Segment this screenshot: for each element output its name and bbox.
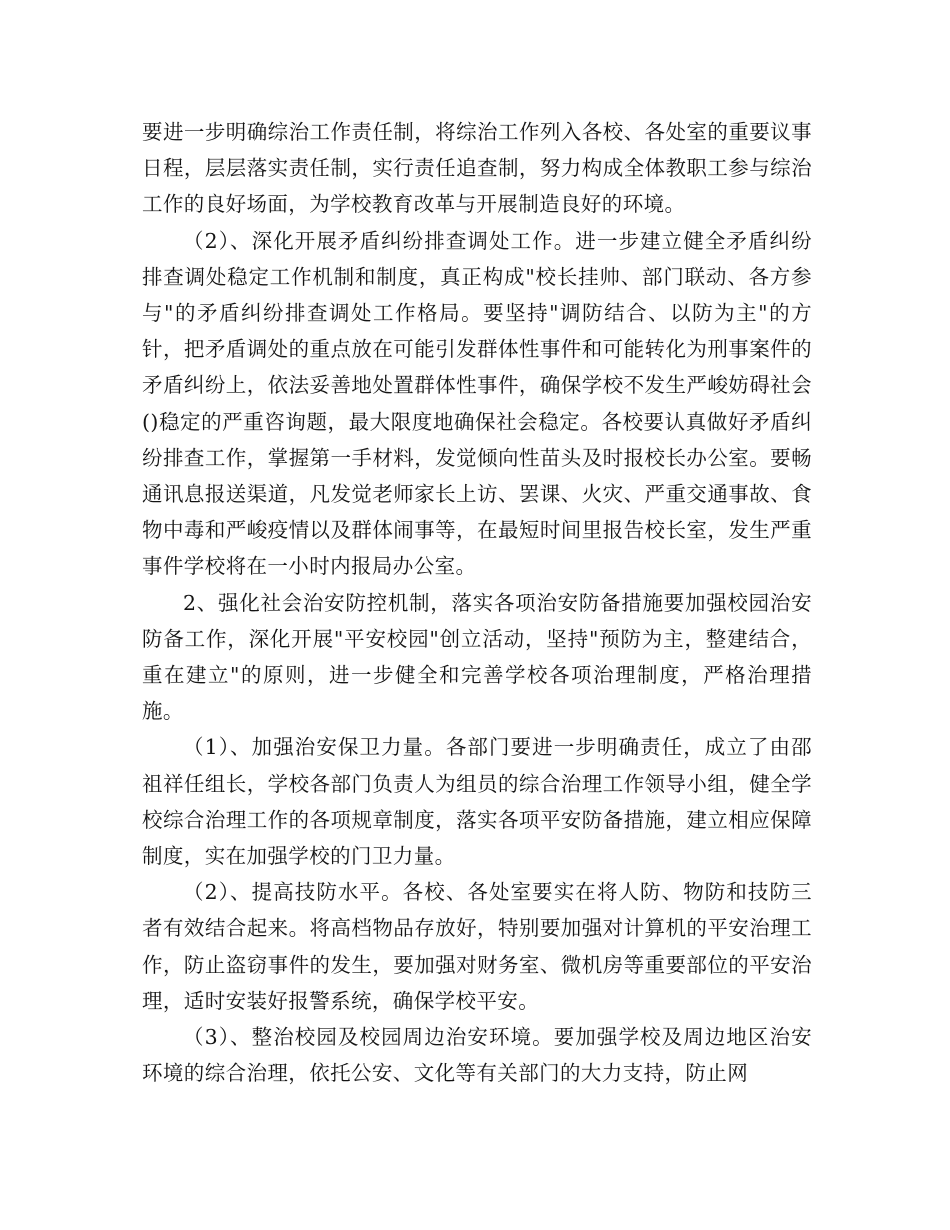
- paragraph-campus-environment: （3）、整治校园及校园周边治安环境。要加强学校及周边地区治安环境的综合治理，依托公安、文化等有关部门的大力支持，防止网: [142, 1025, 812, 1086]
- paragraph-responsibility-system: 要进一步明确综治工作责任制，将综治工作列入各校、各处室的重要议事日程，层层落实责任制，实行责任追查制，努力构成全体教职工参与综治工作的良好场面，为学校教育改革与开展制造良好的环境。: [142, 120, 812, 217]
- paragraph-security-guard: （1）、加强治安保卫力量。各部门要进一步明确责任，成立了由邵祖祥任组长，学校各部门负责人为组员的综合治理工作领导小组，健全学校综合治理工作的各项规章制度，落实各项平安防备措施，建立相应保障制度，实在加强学校的门卫力量。: [142, 735, 812, 869]
- document-body: [142, 114, 812, 1091]
- paragraph-security-mechanism: 2、强化社会治安防控机制，落实各项治安防备措施要加强校园治安防备工作，深化开展"平安校园"创立活动，坚持"预防为主，整建结合，重在建立"的原则，进一步健全和完善学校各项治理制度，严格治理措施。: [142, 590, 812, 724]
- paragraph-technical-defense: （2）、提高技防水平。各校、各处室要实在将人防、物防和技防三者有效结合起来。将高档物品存放好，特别要加强对计算机的平安治理工作，防止盗窃事件的发生，要加强对财务室、微机房等重要部位的平安治理，适时安装好报警系统，确保学校平安。: [142, 880, 812, 1013]
- paragraph-dispute-mediation: （2）、深化开展矛盾纠纷排查调处工作。进一步建立健全矛盾纠纷排查调处稳定工作机制和制度，真正构成"校长挂帅、部门联动、各方参与"的矛盾纠纷排查调处工作格局。要坚持"调防结合、以防为主"的方针，把矛盾调处的重点放在可能引发群体性事件和可能转化为刑事案件的矛盾纠纷上，依法妥善地处置群体性事件，确保学校不发生严峻妨碍社会()稳定的严重咨询题，最大限度地确保社会稳定。各校要认真做好矛盾纠纷排查工作，掌握第一手材料，发觉倾向性苗头及时报校长办公室。要畅通讯息报送渠道，凡发觉老师家长上访、罢课、火灾、严重交通事故、食物中毒和严峻疫情以及群体闹事等，在最短时间里报告校长室，发生严重事件学校将在一小时内报局办公室。: [142, 228, 812, 579]
